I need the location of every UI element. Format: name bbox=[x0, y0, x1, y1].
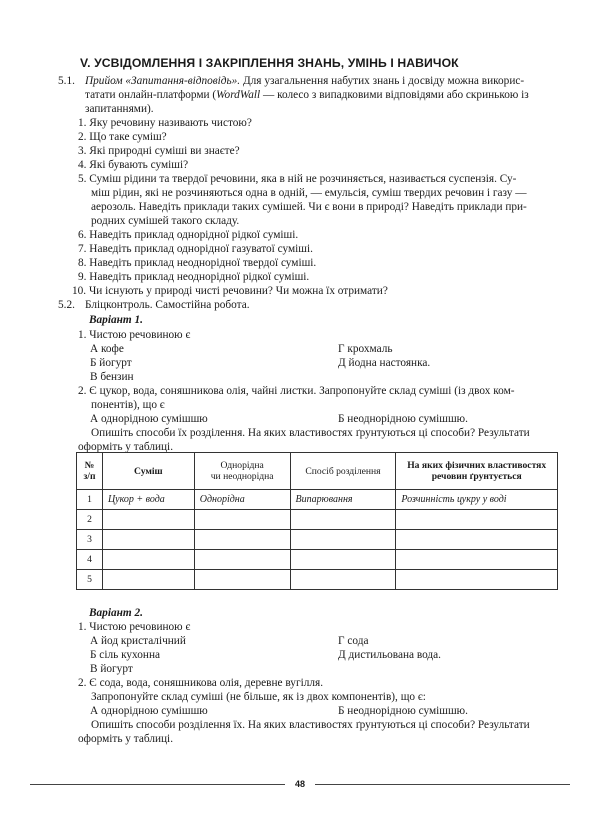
question-7: 7. Наведіть приклад однорідної газуватої суміші. bbox=[78, 243, 313, 255]
cell-separation-method: Випарювання bbox=[290, 490, 396, 510]
cell-physical-property: Розчинність цукру у воді bbox=[396, 490, 558, 510]
variant-1-option-d: Д йодна настоянка. bbox=[338, 357, 431, 369]
table-row bbox=[77, 490, 558, 510]
section-5-1-line-2 bbox=[85, 89, 529, 102]
cell-homogeneity bbox=[194, 510, 290, 530]
cell-mixture bbox=[102, 570, 194, 590]
header-homogeneity: Однорідна чи неоднорідна bbox=[194, 453, 290, 490]
section-heading: V. УСВІДОМЛЕННЯ І ЗАКРІПЛЕННЯ ЗНАНЬ, УМІНЬ І НАВИЧОК bbox=[80, 56, 459, 70]
line-2-part-a: татати онлайн-платформи ( bbox=[85, 89, 217, 101]
section-5-1-text: Для узагальнення набутих знань і досвіду можна викорис- bbox=[240, 75, 525, 87]
variant-2-question-2-line-3: Опишіть способи розділення їх. На яких властивостях ґрунтуються ці способи? Результати bbox=[91, 719, 530, 731]
variant-2-q2-option-b: Б неоднорідною сумішшю. bbox=[338, 705, 468, 717]
header-separation-method: Спосіб розділення bbox=[290, 453, 396, 490]
wordwall-name: WordWall bbox=[216, 89, 261, 101]
cell-physical-property bbox=[396, 550, 558, 570]
cell-separation-method bbox=[290, 550, 396, 570]
section-5-1-line-1 bbox=[85, 75, 524, 88]
question-6: 6. Наведіть приклад однорідної рідкої суміші. bbox=[78, 229, 299, 241]
cell-mixture bbox=[102, 510, 194, 530]
header-physical-properties: На яких фізичних властивостях речовин ґрунтується bbox=[396, 453, 558, 490]
section-5-2-number: 5.2. bbox=[58, 299, 75, 311]
variant-2-q2-option-a: А однорідною сумішшю bbox=[90, 705, 208, 717]
cell-physical-property bbox=[396, 510, 558, 530]
variant-1-option-a: А кофе bbox=[90, 343, 124, 355]
question-2: 2. Що таке суміш? bbox=[78, 131, 167, 143]
variant-2-question-1: 1. Чистою речовиною є bbox=[78, 621, 191, 633]
variant-2-question-2-line-1: 2. Є сода, вода, соняшникова олія, деревне вугілля. bbox=[78, 677, 324, 689]
variant-1-q2-option-a: А однорідною сумішшю bbox=[90, 413, 208, 425]
cell-separation-method bbox=[290, 530, 396, 550]
section-5-1-line-3: запитаннями). bbox=[85, 103, 154, 115]
cell-homogeneity: Однорідна bbox=[194, 490, 290, 510]
variant-2-option-g: Г сода bbox=[338, 635, 369, 647]
question-9: 9. Наведіть приклад неоднорідної рідкої суміші. bbox=[78, 271, 310, 283]
table-row bbox=[77, 530, 558, 550]
cell-separation-method bbox=[290, 510, 396, 530]
variant-1-question-2-line-4: оформіть у таблиці. bbox=[78, 441, 174, 453]
cell-number: 2 bbox=[77, 510, 103, 530]
table-header-row bbox=[77, 453, 558, 490]
footer-rule-left bbox=[30, 784, 285, 785]
question-8: 8. Наведіть приклад неоднорідної твердої суміші. bbox=[78, 257, 317, 269]
variant-2-option-v: В йогурт bbox=[90, 663, 133, 675]
page-number: 48 bbox=[294, 779, 305, 789]
variant-1-title: Варіант 1. bbox=[89, 314, 143, 326]
table-row bbox=[77, 510, 558, 530]
header-mixture: Суміш bbox=[102, 453, 194, 490]
variant-1-question-2-line-2: понентів), що є bbox=[91, 399, 165, 411]
cell-number: 5 bbox=[77, 570, 103, 590]
section-5-1-number: 5.1. bbox=[58, 75, 75, 87]
variant-1-option-g: Г крохмаль bbox=[338, 343, 393, 355]
question-5-line-1: 5. Суміш рідини та твердої речовини, яка в ній не розчиняється, називається суспензія. Су- bbox=[78, 173, 517, 185]
variant-2-question-2-line-2: Запропонуйте склад суміші (не більше, як із двох компонентів), що є: bbox=[91, 691, 426, 703]
variant-2-option-a: А йод кристалічний bbox=[90, 635, 186, 647]
question-1: 1. Яку речовину називають чистою? bbox=[78, 117, 252, 129]
page-footer bbox=[30, 778, 570, 790]
line-2-part-c: — колесо з випадковими відповідями або скринькою із bbox=[260, 89, 529, 101]
cell-physical-property bbox=[396, 530, 558, 550]
question-10: 10. Чи існують у природі чисті речовини? Чи можна їх отримати? bbox=[72, 285, 388, 297]
question-3: 3. Які природні суміші ви знаєте? bbox=[78, 145, 240, 157]
variant-1-option-v: В бензин bbox=[90, 371, 134, 383]
technique-name: Прийом «Запитання-відповідь». bbox=[85, 75, 241, 87]
variant-1-option-b: Б йогурт bbox=[90, 357, 132, 369]
variant-2-option-b: Б сіль кухонна bbox=[90, 649, 161, 661]
variant-2-question-2-line-4: оформіть у таблиці. bbox=[78, 733, 174, 745]
variant-1-question-2-line-3: Опишіть способи їх розділення. На яких властивостях ґрунтуються ці способи? Результати bbox=[91, 427, 530, 439]
question-5-line-3: аерозоль. Наведіть приклади таких сумішей. Чи є вони в природі? Наведіть приклади при- bbox=[91, 201, 527, 213]
question-5-line-4: родних сумішей такого складу. bbox=[91, 215, 240, 227]
table-row bbox=[77, 570, 558, 590]
variant-1-q2-option-b: Б неоднорідною сумішшю. bbox=[338, 413, 468, 425]
cell-mixture: Цукор + вода bbox=[102, 490, 194, 510]
cell-physical-property bbox=[396, 570, 558, 590]
results-table bbox=[76, 452, 558, 590]
variant-2-title: Варіант 2. bbox=[89, 607, 143, 619]
cell-homogeneity bbox=[194, 550, 290, 570]
cell-mixture bbox=[102, 550, 194, 570]
section-5-2-title: Бліцконтроль. Самостійна робота. bbox=[85, 299, 250, 311]
variant-1-question-2-line-1: 2. Є цукор, вода, соняшникова олія, чайні листки. Запропонуйте склад суміші (із двох ком- bbox=[78, 385, 515, 397]
variant-2-option-d: Д дистильована вода. bbox=[338, 649, 442, 661]
cell-homogeneity bbox=[194, 530, 290, 550]
question-4: 4. Які бувають суміші? bbox=[78, 159, 189, 171]
cell-separation-method bbox=[290, 570, 396, 590]
cell-number: 1 bbox=[77, 490, 103, 510]
cell-homogeneity bbox=[194, 570, 290, 590]
question-5-line-2: міш рідин, які не розчиняються одна в одній, — емульсія, суміш твердих речовин і газу — bbox=[91, 187, 527, 199]
variant-1-question-1: 1. Чистою речовиною є bbox=[78, 329, 191, 341]
cell-mixture bbox=[102, 530, 194, 550]
cell-number: 3 bbox=[77, 530, 103, 550]
header-number: № з/п bbox=[77, 453, 103, 490]
cell-number: 4 bbox=[77, 550, 103, 570]
footer-rule-right bbox=[315, 784, 570, 785]
table-row bbox=[77, 550, 558, 570]
